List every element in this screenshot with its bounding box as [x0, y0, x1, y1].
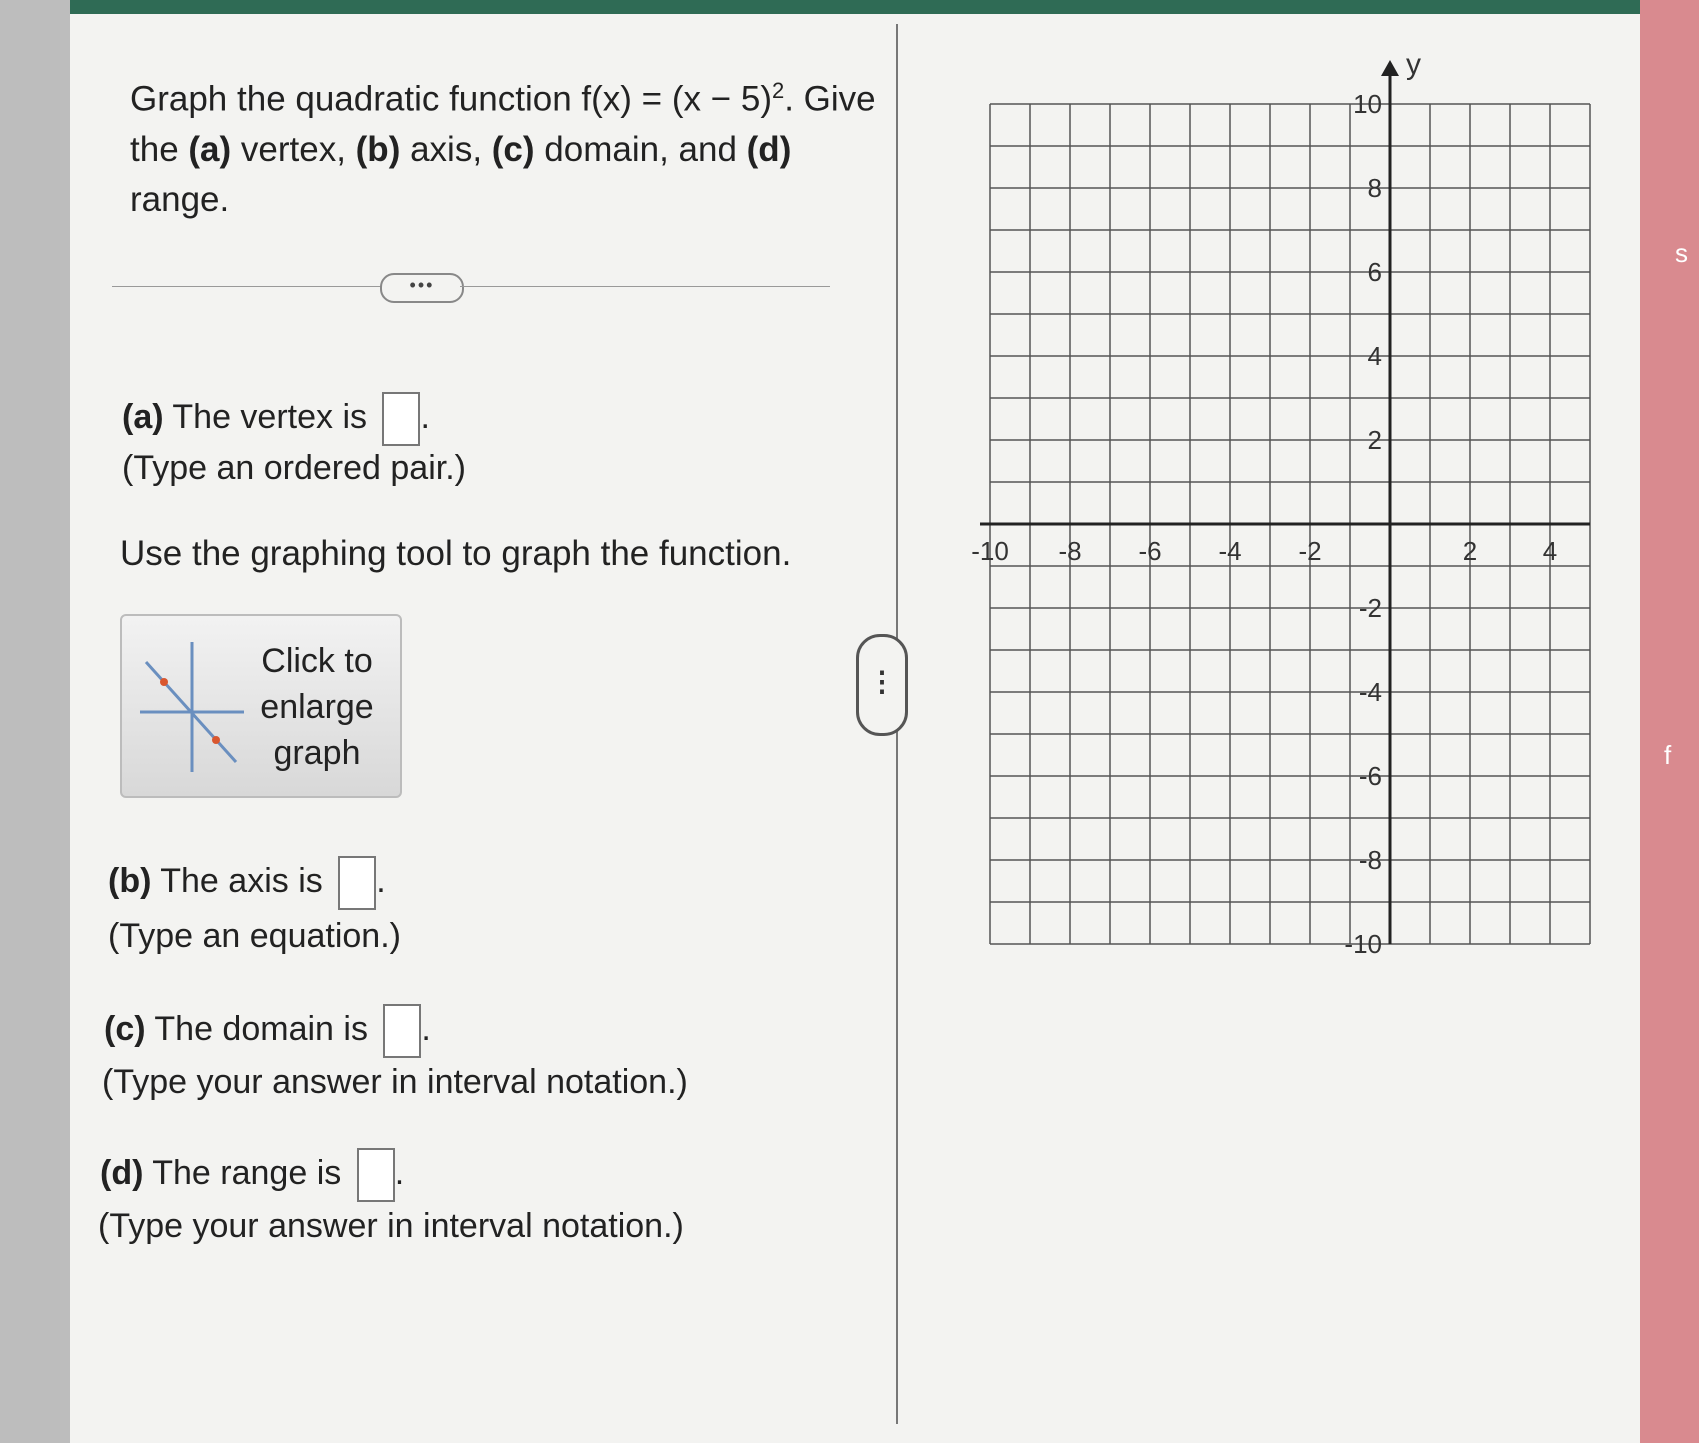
enlarge-graph-button[interactable]	[120, 614, 402, 798]
right-edge-text-s: s	[1675, 238, 1688, 268]
part-d-text: The range is	[143, 1153, 351, 1192]
part-a-row: (a) The vertex is .	[122, 392, 430, 446]
left-background-strip	[0, 0, 70, 1443]
part-a-label: (a)	[122, 397, 164, 436]
question-a-marker: (a)	[188, 129, 232, 169]
splitter-handle[interactable]	[856, 634, 908, 736]
graphing-area[interactable]	[950, 44, 1630, 1044]
y-tick-label: -6	[1358, 761, 1382, 791]
question-d-marker: (d)	[746, 129, 792, 169]
y-axis-label: y	[1406, 48, 1421, 81]
part-c-text: The domain is	[145, 1009, 378, 1048]
x-tick-label: 2	[1462, 536, 1478, 566]
question-b-marker: (b)	[355, 129, 401, 169]
question-domain-word: domain, and	[534, 129, 747, 169]
x-tick-labels	[971, 536, 1557, 566]
question-part1: Graph the quadratic function f(x) = (x − 5)	[130, 79, 772, 119]
question-part2: . Give the	[130, 79, 876, 169]
vertex-answer-input[interactable]	[382, 392, 420, 446]
splitter-handle-dots: ⋮	[868, 666, 896, 697]
x-tick-label: -8	[1058, 536, 1082, 566]
axes	[980, 60, 1590, 944]
top-bar	[0, 0, 1699, 14]
x-tick-label: 4	[1542, 536, 1558, 566]
part-b-text: The axis is	[151, 861, 333, 900]
question-text	[130, 66, 890, 225]
part-b-hint: (Type an equation.)	[108, 917, 401, 955]
right-edge-text-f: f	[1664, 740, 1672, 770]
part-c-label: (c)	[104, 1009, 146, 1048]
y-tick-label: 6	[1367, 257, 1382, 287]
y-tick-label: -4	[1358, 677, 1382, 707]
question-vertex-word: vertex,	[231, 129, 356, 169]
y-tick-label: 4	[1367, 341, 1382, 371]
range-answer-input[interactable]	[357, 1148, 395, 1202]
x-tick-label: -10	[971, 536, 1009, 566]
graph-thumbnail-icon	[136, 632, 246, 778]
question-c-marker: (c)	[491, 129, 535, 169]
right-background-strip	[1640, 0, 1699, 1443]
x-tick-label: -4	[1218, 536, 1242, 566]
part-a-hint: (Type an ordered pair.)	[122, 449, 466, 487]
x-tick-label: -2	[1298, 536, 1322, 566]
part-d-hint: (Type your answer in interval notation.)	[98, 1207, 684, 1245]
y-axis-arrow-icon	[1381, 60, 1399, 76]
y-tick-label: 2	[1367, 425, 1382, 455]
y-tick-label: -8	[1358, 845, 1382, 875]
part-d-row: (d) The range is .	[100, 1148, 404, 1202]
y-tick-label: 10	[1353, 89, 1382, 119]
part-c-hint: (Type your answer in interval notation.)	[102, 1063, 688, 1101]
domain-answer-input[interactable]	[383, 1004, 421, 1058]
part-c-row: (c) The domain is .	[104, 1004, 431, 1058]
expand-more-button[interactable]: •••	[380, 273, 464, 303]
question-axis-word: axis,	[400, 129, 492, 169]
part-b-label: (b)	[108, 861, 152, 900]
question-exponent: 2	[771, 78, 785, 103]
y-tick-label: -2	[1358, 593, 1382, 623]
question-range-word: range.	[130, 179, 230, 219]
divider-line-left	[112, 286, 382, 287]
enlarge-graph-label: Click to enlarge graph	[260, 642, 374, 772]
y-tick-label: -10	[1344, 929, 1382, 959]
graph-instruction: Use the graphing tool to graph the function.	[120, 534, 792, 573]
part-b-row: (b) The axis is .	[108, 856, 386, 910]
divider-line-right	[460, 286, 830, 287]
y-tick-label: 8	[1367, 173, 1382, 203]
x-tick-label: -6	[1138, 536, 1162, 566]
part-d-label: (d)	[100, 1153, 144, 1192]
part-a-text: The vertex is	[163, 397, 377, 436]
question-page	[70, 14, 1640, 1443]
axis-answer-input[interactable]	[338, 856, 376, 910]
